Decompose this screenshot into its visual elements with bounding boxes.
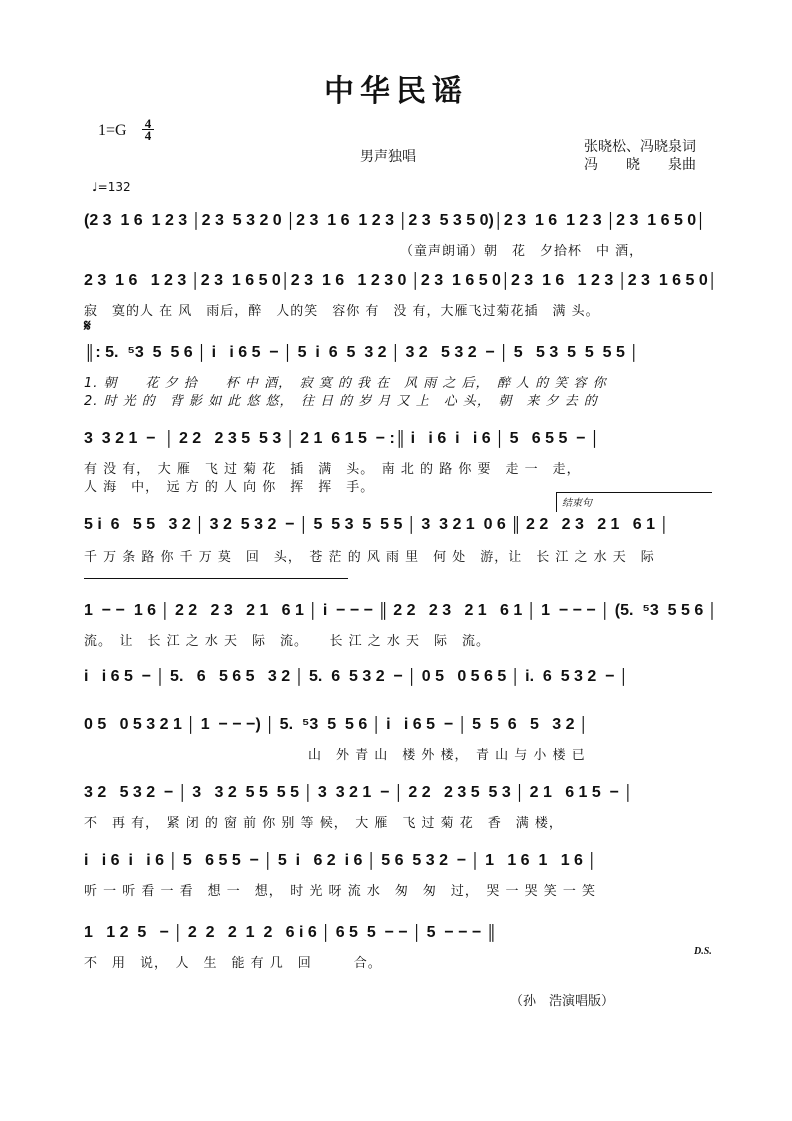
time-signature-bottom: 4 (144, 128, 152, 143)
performance-type: 男声独唱 (360, 149, 416, 165)
notation-system-2: 2 3 1 6 1 2 3 │2 3 1 6 5 0│2 3 1 6 1 2 3 0 │2 3 1 6 5 0│2 3 1 6 1 2 3 │2 3 1 6 5 0│ (84, 272, 718, 289)
song-title: 中华民谣 (324, 74, 468, 109)
lyricist-credit: 张晓松、冯晓泉词 (584, 139, 696, 155)
ending-bracket-edge (556, 492, 557, 512)
notation-system-1: (2 3 1 6 1 2 3 │2 3 5 3 2 0 │2 3 1 6 1 2 3 │2 3 5 3 5 0)│2 3 1 6 1 2 3 │2 3 1 6 5 0│ (84, 212, 707, 229)
composer-credit: 冯 晓 泉曲 (584, 157, 696, 173)
notation-system-9: 3 2 5 3 2 − │ 3 3 2 5 5 5 5 │ 3 3 2 1 − │ 2 2 2 3 5 5 3 │ 2 1 6 1 5 − │ (84, 784, 634, 801)
notation-system-7: i i 6 5 − │ 5. 6 5 6 5 3 2 │ 5. 6 5 3 2 − │ 0 5 0 5 6 5 │ i. 6 5 3 2 − │ (84, 668, 629, 685)
version-note: （孙 浩演唱版） (510, 994, 615, 1009)
lyric-line-9: 不 再 有， 紧 闭 的 窗 前 你 别 等 候， 大 雁 飞 过 菊 花 香 满 楼， (84, 816, 563, 831)
lyric-line-5: 千 万 条 路 你 千 万 莫 回 头， 苍 茫 的 风 雨 里 何 处 游，让 长 江 之 水 天 际 (84, 550, 655, 565)
lyric-line-4-verse2: 人 海 中， 远 方 的 人 向 你 挥 挥 手。 (84, 480, 375, 495)
ending-bracket-continued (84, 578, 348, 579)
ending-bracket (556, 492, 712, 493)
tempo-marking: ♩=132 (92, 180, 131, 194)
lyric-line-1: （童声朗诵）朝 花 夕拾杯 中 酒， (400, 244, 644, 259)
ending-label: 结束句 (562, 498, 592, 509)
lyric-line-4-verse1: 有 没 有， 大 雁 飞 过 菊 花 插 满 头。 南 北 的 路 你 要 走 一 走， (84, 462, 581, 477)
key-signature: 1=G (98, 122, 127, 139)
notation-system-6: 1 − − 1 6 │ 2 2 2 3 2 1 6 1 │ i − − − ║ 2 2 2 3 2 1 6 1 │ 1 − − − │ (5. ⁵3 5 5 6 │ (84, 602, 718, 619)
notation-system-10: i i 6 i i 6 │ 5 6 5 5 − │ 5 i 6 2 i 6 │ 5 6 5 3 2 − │ 1 1 6 1 1 6 │ (84, 852, 598, 869)
notation-system-5: 5 i 6 5 5 3 2 │ 3 2 5 3 2 − │ 5 5 3 5 5 5 │ 3 3 2 1 0 6 ║ 2 2 2 3 2 1 6 1 │ (84, 516, 670, 533)
lyric-line-6: 流。 让 长 江 之 水 天 际 流。 长 江 之 水 天 际 流。 (84, 634, 491, 649)
segno-sign: 𝄋 (84, 316, 91, 335)
time-signature (142, 118, 154, 141)
lyric-line-3-verse1: 1. 朝 花 夕 拾 杯 中 酒， 寂 寞 的 我 在 风 雨 之 后， 醉 人 的 笑 容 你 (84, 376, 607, 391)
dal-segno-mark: D.S. (694, 946, 712, 957)
notation-system-3: ║: 5. ⁵3 5 5 6 │ i i 6 5 − │ 5 i 6 5 3 2 │ 3 2 5 3 2 − │ 5 5 3 5 5 5 5 │ (84, 344, 640, 361)
notation-system-4: 3 3 2 1 − │ 2 2 2 3 5 5 3 │ 2 1 6 1 5 − :║ i i 6 i i 6 │ 5 6 5 5 − │ (84, 430, 601, 447)
lyric-line-10: 听 一 听 看 一 看 想 一 想， 时 光 呀 流 水 匆 匆 过， 哭 一 哭 笑 一 笑 (84, 884, 596, 899)
lyric-line-3-verse2: 2. 时 光 的 背 影 如 此 悠 悠， 往 日 的 岁 月 又 上 心 头， 朝 来 夕 去 的 (84, 394, 598, 409)
lyric-line-11: 不 用 说， 人 生 能 有 几 回 合。 (84, 956, 382, 971)
notation-system-8: 0 5 0 5 3 2 1 │ 1 − − −) │ 5. ⁵3 5 5 6 │ i i 6 5 − │ 5 5 6 5 3 2 │ (84, 716, 589, 733)
lyric-line-2: 寂 寞的人 在 风 雨后，醉 人的笑 容你 有 没 有，大雁飞过菊花插 满 头。 (84, 304, 600, 319)
notation-system-11: 1 1 2 5 − │ 2 2 2 1 2 6 i 6 │ 6 5 5 − − │ 5 − − − ║ (84, 924, 498, 941)
lyric-line-8: 山 外 青 山 楼 外 楼， 青 山 与 小 楼 已 (84, 748, 586, 763)
time-signature-top: 4 (142, 118, 154, 130)
